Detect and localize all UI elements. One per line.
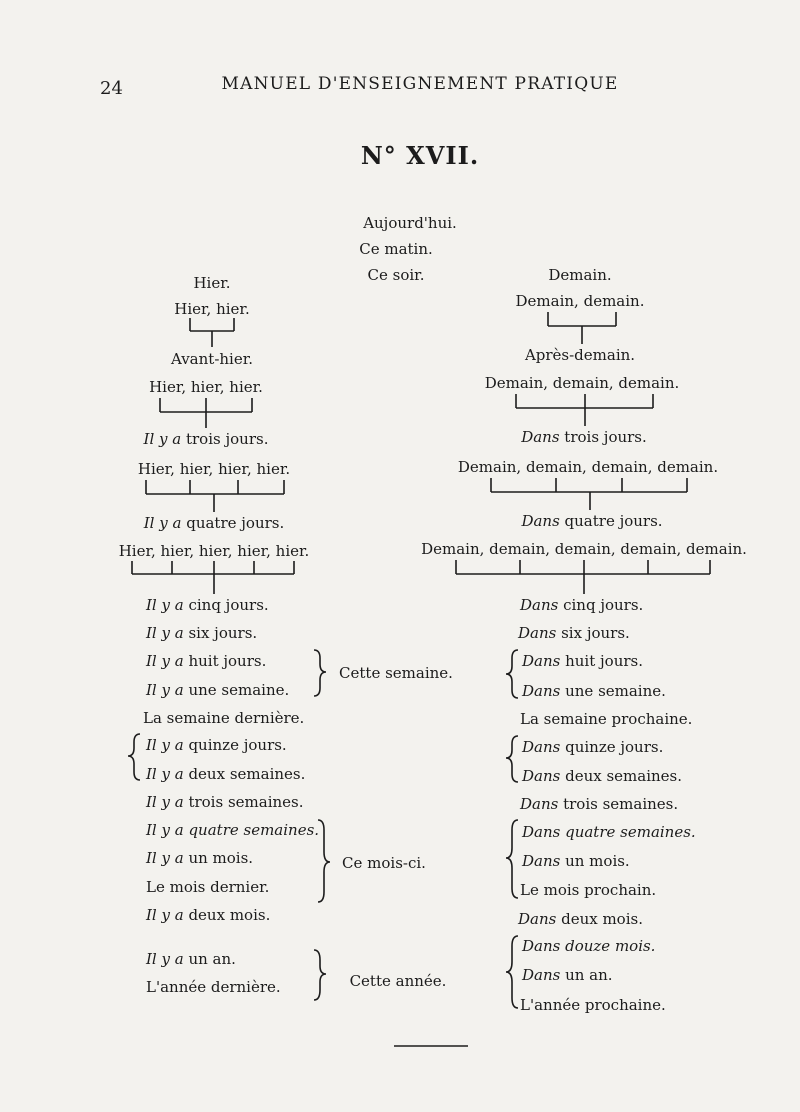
right-three-days: Dans trois jours. xyxy=(521,428,647,446)
left-four-weeks: Il y a quatre semaines. xyxy=(146,821,320,839)
left-last-year: L'année dernière. xyxy=(146,978,281,996)
right-next-month: Le mois prochain. xyxy=(520,881,657,899)
right-four-weeks: Dans quatre semaines. xyxy=(522,823,696,841)
center-this-week: Cette semaine. xyxy=(339,664,453,682)
right-tomorrow-x4: Demain, demain, demain, demain. xyxy=(457,458,719,476)
right-next-year: L'année prochaine. xyxy=(520,996,666,1014)
right-one-year: Dans un an. xyxy=(522,966,613,984)
right-tomorrow-x3: Demain, demain, demain. xyxy=(484,374,680,392)
brace-left-month xyxy=(318,820,330,902)
left-four-days: Il y a quatre jours. xyxy=(143,514,285,532)
center-today: Aujourd'hui. xyxy=(363,214,457,232)
page-number: 24 xyxy=(100,78,123,99)
left-one-year: Il y a un an. xyxy=(146,950,236,968)
brace-right-year xyxy=(506,936,518,1008)
right-next-week: La semaine prochaine. xyxy=(520,710,693,728)
right-twelve-months: Dans douze mois. xyxy=(522,937,656,955)
right-six-days: Dans six jours. xyxy=(518,624,630,642)
left-avant-hier: Avant-hier. xyxy=(170,350,254,368)
left-last-week: La semaine dernière. xyxy=(143,709,305,727)
section-number: N° XVII. xyxy=(360,141,480,170)
center-this-evening: Ce soir. xyxy=(367,266,425,284)
right-tree-5 xyxy=(456,560,710,594)
left-yesterday-x3: Hier, hier, hier. xyxy=(149,378,263,396)
center-this-year: Cette année. xyxy=(349,972,447,990)
left-six-days: Il y a six jours. xyxy=(146,624,258,642)
right-one-month: Dans un mois. xyxy=(522,852,630,870)
right-tomorrow-x5: Demain, demain, demain, demain, demain. xyxy=(421,540,747,558)
left-yesterday-x2: Hier, hier. xyxy=(174,300,250,318)
left-fifteen-days: Il y a quinze jours. xyxy=(146,736,287,754)
brace-right-month xyxy=(506,820,518,898)
running-title: MANUEL D'ENSEIGNEMENT PRATIQUE xyxy=(221,74,619,94)
left-tree-5 xyxy=(132,561,294,594)
right-tree-3 xyxy=(516,394,653,426)
left-tree-2 xyxy=(190,318,234,347)
brace-left-year xyxy=(314,950,326,1000)
left-one-month: Il y a un mois. xyxy=(146,849,254,867)
right-tree-2 xyxy=(548,312,616,344)
left-last-month: Le mois dernier. xyxy=(146,878,270,896)
left-three-weeks: Il y a trois semaines. xyxy=(146,793,304,811)
left-two-weeks: Il y a deux semaines. xyxy=(146,765,306,783)
brace-right-fortnight xyxy=(506,736,518,782)
brace-left-fortnight xyxy=(128,734,140,780)
brace-right-week xyxy=(506,650,518,698)
left-tree-4 xyxy=(146,480,284,512)
right-eight-days: Dans huit jours. xyxy=(522,652,643,670)
right-tree-4 xyxy=(491,478,687,510)
right-one-week: Dans une semaine. xyxy=(522,682,666,700)
right-three-weeks: Dans trois semaines. xyxy=(520,795,679,813)
left-eight-days: Il y a huit jours. xyxy=(146,652,267,670)
left-yesterday-x4: Hier, hier, hier, hier. xyxy=(137,460,291,478)
right-tomorrow-x2: Demain, demain. xyxy=(515,292,645,310)
center-this-month: Ce mois-ci. xyxy=(342,854,426,872)
right-fifteen-days: Dans quinze jours. xyxy=(522,738,664,756)
left-two-months: Il y a deux mois. xyxy=(146,906,271,924)
left-three-days: Il y a trois jours. xyxy=(143,430,269,448)
right-tomorrow: Demain. xyxy=(548,266,612,284)
brace-left-week xyxy=(314,650,326,696)
right-five-days: Dans cinq jours. xyxy=(520,596,644,614)
right-two-months: Dans deux mois. xyxy=(518,910,643,928)
right-two-weeks: Dans deux semaines. xyxy=(522,767,683,785)
center-this-morning: Ce matin. xyxy=(359,240,433,258)
right-four-days: Dans quatre jours. xyxy=(521,512,663,530)
right-apres-demain: Après-demain. xyxy=(524,346,636,364)
left-one-week: Il y a une semaine. xyxy=(146,681,290,699)
left-tree-3 xyxy=(160,398,252,428)
left-yesterday: Hier. xyxy=(193,274,231,292)
left-five-days: Il y a cinq jours. xyxy=(146,596,269,614)
left-yesterday-x5: Hier, hier, hier, hier, hier. xyxy=(118,542,310,560)
